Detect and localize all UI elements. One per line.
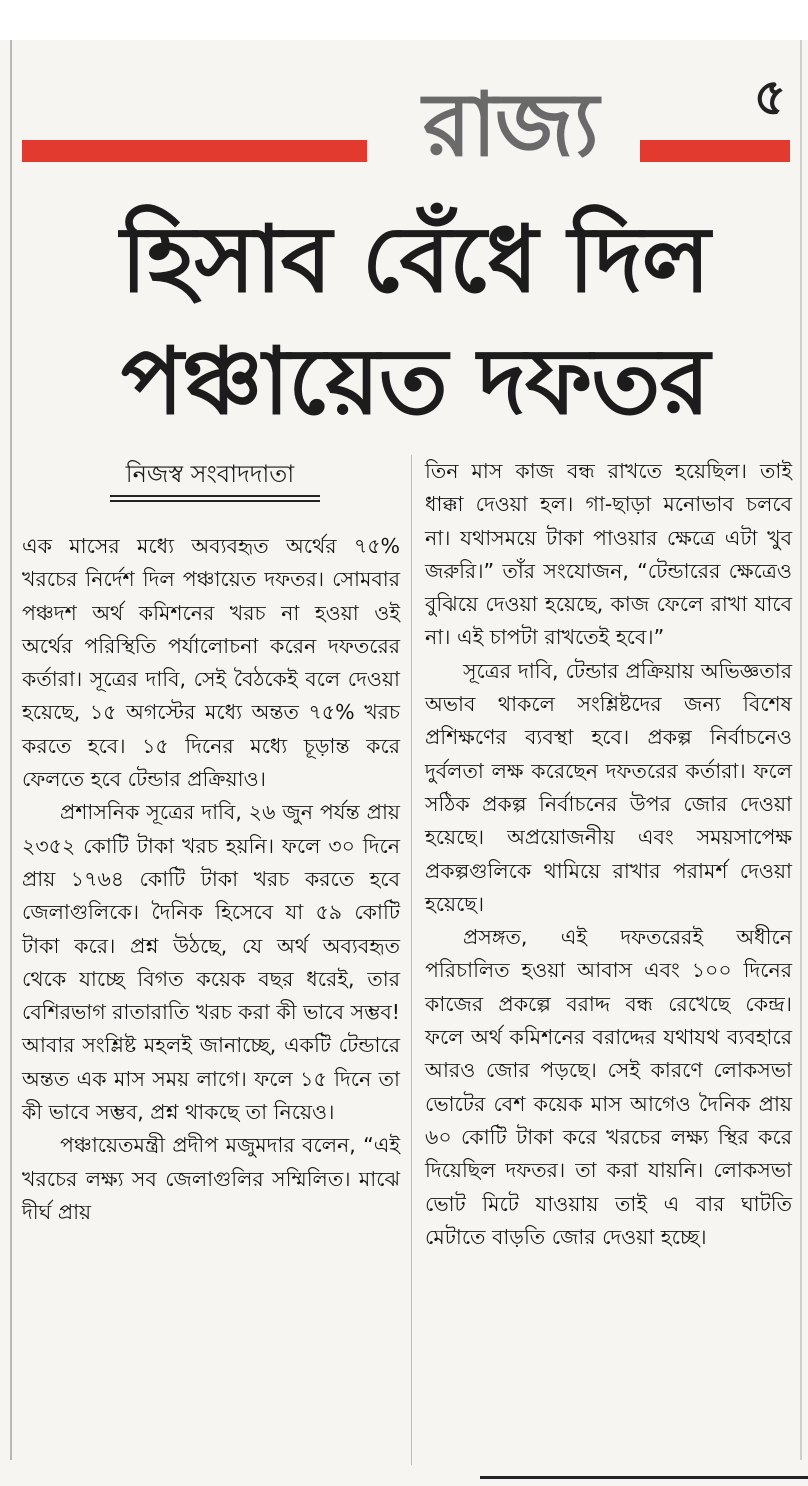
left-border-line bbox=[10, 40, 12, 1460]
paragraph: প্রশাসনিক সূত্রের দাবি, ২৬ জুন পর্যন্ত প্রায় ২৩৫২ কোটি টাকা খরচ হয়নি। ফলে ৩০ দিনে প্রায় ১৭৬৪ কোটি টাকা খরচ করতে হবে জেলাগুলিকে। দৈনিক হিসেবে যা ৫৯ কোটি টাকা করে। প্রশ্ন উঠছে, যে অর্থ অব্যবহৃত থেকে যাচ্ছে বিগত কয়েক বছর ধরেই, তার বেশিরভাগ রাতারাতি খরচ করা কী ভাবে সম্ভব! আবার সংশ্লিষ্ট মহলই জানাচ্ছে, একটি টেন্ডারে অন্তত এক মাস সময় লাগে। ফলে ১৫ দিনে তা কী ভাবে সম্ভব, প্রশ্ন থাকছে তা নিয়েও। bbox=[22, 800, 400, 1125]
byline: নিজস্ব সংবাদদাতা bbox=[125, 460, 295, 488]
paragraph: সূত্রের দাবি, টেন্ডার প্রক্রিয়ায় অভিজ্ঞতার অভাব থাকলে সংশ্লিষ্টদের জন্য বিশেষ প্রশিক্ষণের ব্যবস্থা হবে। প্রকল্প নির্বাচনেও দুর্বলতা লক্ষ করেছেন দফতরের কর্তারা। ফলে সঠিক প্রকল্প নির্বাচনের উপর জোর দেওয়া হয়েছে। অপ্রয়োজনীয় এবং সময়সাপেক্ষ প্রকল্পগুলিকে থামিয়ে রাখার পরামর্শ দেওয়া হয়েছে। bbox=[425, 658, 792, 916]
paragraph: এক মাসের মধ্যে অব্যবহৃত অর্থের ৭৫% খরচের নির্দেশ দিল পঞ্চায়েত দফতর। সোমবার পঞ্চদশ অর্থ কমিশনের খরচ না হওয়া ওই অর্থের পরিস্থিতি পর্যালোচনা করেন দফতরের কর্তারা। সূত্রের দাবি, সেই বৈঠকেই বলে দেওয়া হয়েছে, ১৫ অগস্টের মধ্যে অন্তত ৭৫% খরচ করতে হবে। ১৫ দিনের মধ্যে চূড়ান্ত করে ফেলতে হবে টেন্ডার প্রক্রিয়াও। bbox=[22, 534, 400, 792]
section-accent-bar-right bbox=[640, 140, 790, 162]
byline-underline bbox=[110, 495, 320, 497]
article-column-left bbox=[22, 530, 400, 1229]
headline-line-1: হিসাব বেঁধে দিল bbox=[120, 206, 710, 313]
article-column-right bbox=[425, 455, 792, 1254]
column-divider bbox=[411, 455, 412, 1465]
paragraph: প্রসঙ্গত, এই দফতরেরই অধীনে পরিচালিত হওয়া আবাস এবং ১০০ দিনের কাজের প্রকল্পে বরাদ্দ বন্ধ রেখেছে কেন্দ্র। ফলে অর্থ কমিশনের বরাদ্দের যথাযথ ব্যবহারে আরও জোর পড়ছে। সেই কারণে লোকসভা ভোটের বেশ কয়েক মাস আগেও দৈনিক প্রায় ৬০ কোটি টাকা করে খরচের লক্ষ্য স্থির করে দিয়েছিল দফতর। তা করা যায়নি। লোকসভা ভোট মিটে যাওয়ায় তাই এ বার ঘাটতি মেটাতে বাড়তি জোর দেওয়া হচ্ছে। bbox=[425, 925, 792, 1249]
section-title: রাজ্য bbox=[422, 73, 598, 176]
headline-line-2: পঞ্চায়েত দফতর bbox=[121, 328, 709, 435]
bottom-border-line bbox=[480, 1476, 808, 1479]
section-accent-bar-left bbox=[22, 140, 367, 162]
right-border-line bbox=[800, 40, 802, 1460]
page-number: ৫ bbox=[753, 68, 787, 126]
paragraph: পঞ্চায়েতমন্ত্রী প্রদীপ মজুমদার বলেন, “এই খরচের লক্ষ্য সব জেলাগুলির সম্মিলিত। মাঝে দীর্ঘ প্রায় bbox=[22, 1133, 400, 1224]
paragraph: তিন মাস কাজ বন্ধ রাখতে হয়েছিল। তাই ধাক্কা দেওয়া হল। গা-ছাড়া মনোভাব চলবে না। যথাসময়ে টাকা পাওয়ার ক্ষেত্রে এটা খুব জরুরি।” তাঁর সংযোজন, “টেন্ডারের ক্ষেত্রেও বুঝিয়ে দেওয়া হয়েছে, কাজ ফেলে রাখা যাবে না। এই চাপটা রাখতেই হবে।” bbox=[425, 459, 792, 650]
byline-underline-double bbox=[110, 500, 320, 502]
scan-margin bbox=[0, 0, 808, 40]
